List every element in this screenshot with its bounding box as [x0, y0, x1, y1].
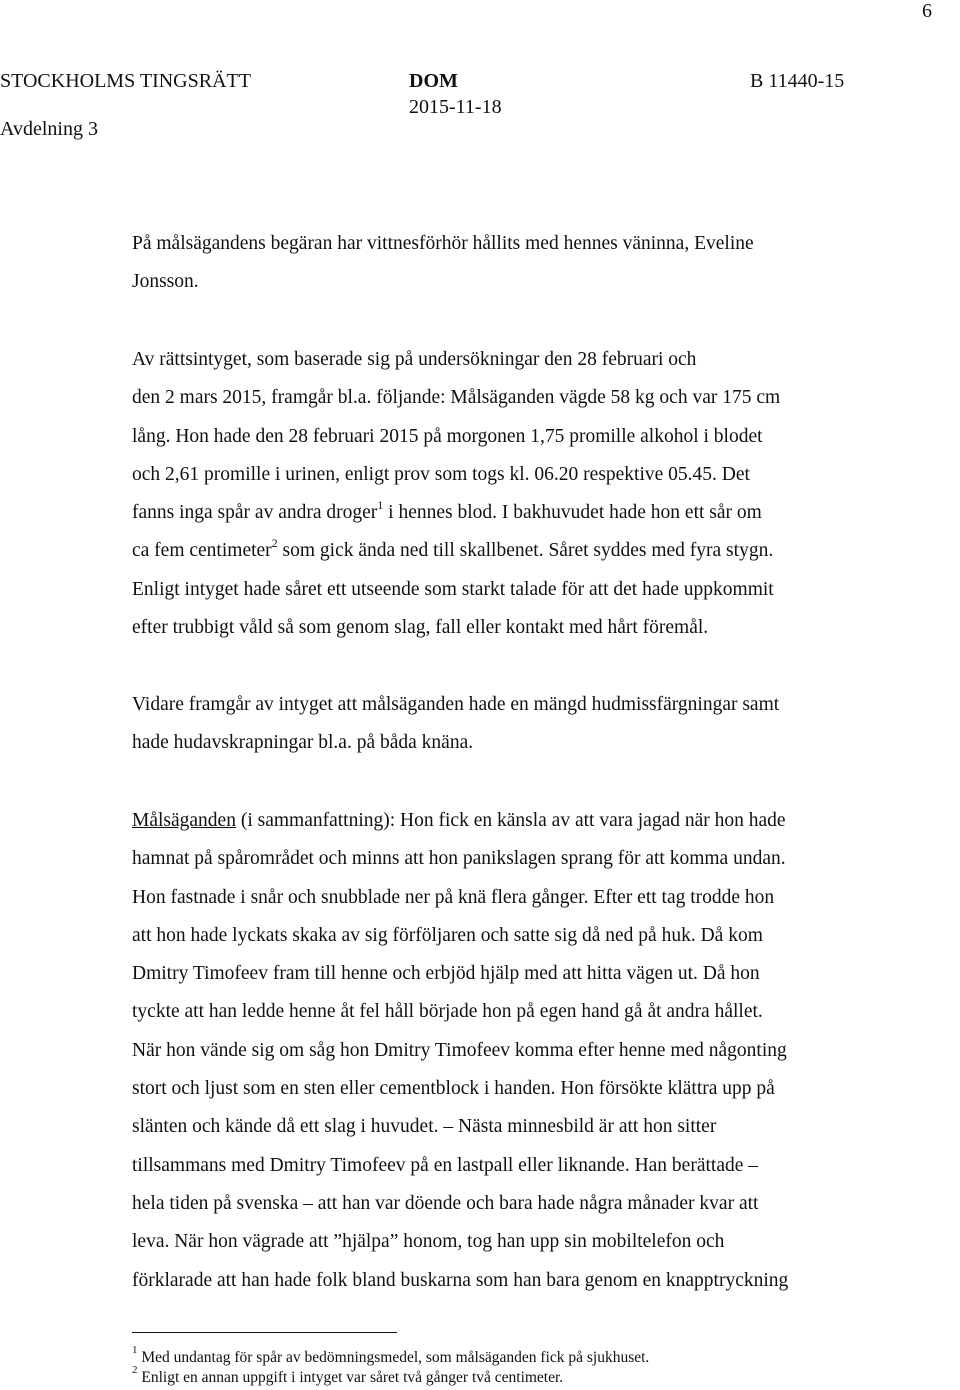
page-number: 6: [922, 0, 932, 22]
footnote-separator: [132, 1332, 397, 1333]
text-line: [132, 802, 892, 840]
text-line: att hon hade lyckats skaka av sig förföljaren och satte sig då ned på huk. Då kom: [132, 924, 763, 946]
text-segment: fanns inga spår av andra droger: [132, 502, 378, 524]
document-date: 2015-11-18: [409, 96, 502, 118]
text-segment: i hennes blod. I bakhuvudet hade hon ett sår om: [383, 502, 762, 524]
text-line: På målsägandens begäran har vittnesförhör hållits med hennes väninna, Eveline: [132, 233, 754, 254]
text-line: Av rättsintyget, som baserade sig på undersökningar den 28 februari och: [132, 349, 697, 370]
footnote-mark: 1: [132, 1343, 138, 1356]
footnote-mark: 2: [132, 1363, 138, 1376]
text-line: slänten och kände då ett slag i huvudet. – Nästa minnesbild är att hon sitter: [132, 1116, 717, 1138]
text-segment: som gick ända ned till skallbenet. Såret syddes med fyra stygn.: [277, 540, 774, 562]
text-line: hade hudavskrapningar bl.a. på båda knäna.: [132, 732, 474, 754]
department-name: Avdelning 3: [0, 118, 98, 140]
text-line: hela tiden på svenska – att han var döende och bara hade några månader kvar att: [132, 1192, 759, 1214]
footnote-reference-1: 1: [377, 497, 384, 512]
text-line: Jonsson.: [132, 271, 199, 293]
text-line: förklarade att han hade folk bland buskarna som han bara genom en knapptryckning: [132, 1269, 789, 1291]
text-line: Dmitry Timofeev fram till henne och erbjöd hjälp med att hitta vägen ut. Då hon: [132, 963, 760, 985]
paragraph-witness-hearing: [132, 225, 892, 302]
footnote-text: Med undantag för spår av bedömningsmedel, som målsäganden fick på sjukhuset.: [137, 1349, 650, 1366]
text-segment: (i sammanfattning): Hon fick en känsla av att vara jagad när hon hade: [235, 810, 786, 831]
paragraph-medical-certificate: [132, 341, 892, 647]
footnote-1: [132, 1343, 650, 1368]
footnote-reference-2: 2: [271, 535, 278, 550]
case-number: B 11440-15: [750, 70, 845, 92]
paragraph-injuries: [132, 686, 892, 763]
text-segment: ca fem centimeter: [132, 540, 272, 562]
text-line: Hon fastnade i snår och snubblade ner på knä flera gånger. Efter ett tag trodde hon: [132, 886, 775, 908]
document-type: DOM: [409, 70, 458, 92]
text-line: [132, 532, 892, 570]
text-line: och 2,61 promille i urinen, enligt prov som togs kl. 06.20 respektive 05.45. Det: [132, 463, 750, 485]
paragraph-plaintiff-summary: [132, 802, 892, 1300]
text-line: leva. När hon vägrade att ”hjälpa” honom, tog han upp sin mobiltelefon och: [132, 1231, 725, 1253]
footnote-text: Enligt en annan uppgift i intyget var såret två gånger två centimeter.: [137, 1369, 564, 1386]
text-line: tyckte att han ledde henne åt fel håll började hon på egen hand gå åt andra hållet.: [132, 1001, 763, 1023]
court-name: STOCKHOLMS TINGSRÄTT: [0, 70, 251, 92]
text-line: [132, 494, 892, 532]
text-line: tillsammans med Dmitry Timofeev på en lastpall eller liknande. Han berättade –: [132, 1154, 759, 1176]
text-line: Vidare framgår av intyget att målsäganden hade en mängd hudmissfärgningar samt: [132, 694, 780, 715]
text-line: stort och ljust som en sten eller cementblock i handen. Hon försökte klättra upp på: [132, 1078, 775, 1100]
text-line: hamnat på spårområdet och minns att hon panikslagen sprang för att komma undan.: [132, 848, 786, 870]
text-line: den 2 mars 2015, framgår bl.a. följande: Målsäganden vägde 58 kg och var 175 cm: [132, 387, 781, 409]
text-line: Enligt intyget hade såret ett utseende som starkt talade för att det hade uppkommit: [132, 578, 774, 600]
text-line: När hon vände sig om såg hon Dmitry Timofeev komma efter henne med någonting: [132, 1039, 787, 1061]
text-line: efter trubbigt våld så som genom slag, fall eller kontakt med hårt föremål.: [132, 617, 709, 639]
text-line: lång. Hon hade den 28 februari 2015 på morgonen 1,75 promille alkohol i blodet: [132, 425, 763, 447]
section-label-plaintiff: Målsäganden: [132, 810, 236, 831]
footnotes: [132, 1343, 650, 1388]
footnote-2: [132, 1363, 649, 1388]
